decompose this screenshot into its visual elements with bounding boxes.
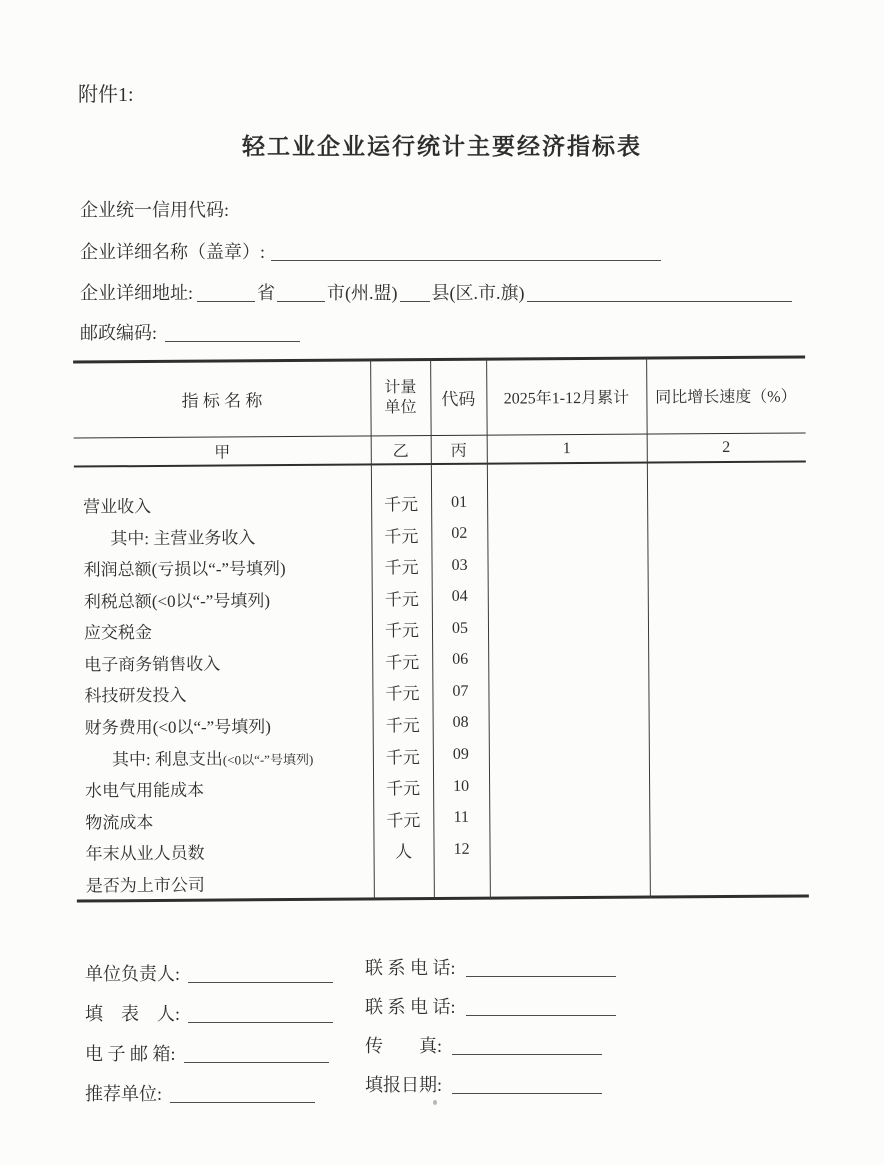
value-cell [487, 501, 647, 502]
scan-speck [433, 1100, 437, 1105]
address-line [80, 279, 792, 305]
form-filler-line [85, 986, 333, 1026]
signature-right-column [365, 941, 616, 1097]
value-cell [488, 564, 648, 565]
fill-date-line [365, 1058, 616, 1097]
value-cell [488, 596, 648, 597]
growth-cell [648, 563, 807, 564]
header-growth: 同比增长速度（%） [655, 388, 797, 407]
province-blank [197, 284, 255, 302]
header-unit: 计量 单位 [384, 378, 417, 416]
header-code: 代码 [441, 389, 476, 409]
fax-line [365, 1019, 616, 1058]
subheader-2: 2 [722, 438, 731, 456]
growth-cell [648, 689, 807, 690]
table-row: 水电气用能成本 千元 10 [76, 768, 808, 805]
postal-code-label: 邮政编码: [80, 323, 158, 343]
county-blank [400, 284, 430, 302]
credit-code-label: 企业统一信用代码: [80, 200, 230, 220]
company-name-label: 企业详细名称（盖章）: [80, 242, 265, 262]
phone-blank-1 [466, 959, 616, 977]
value-cell [488, 691, 648, 692]
recommender-line [85, 1066, 333, 1106]
address-detail-blank [527, 284, 792, 302]
value-cell [488, 659, 648, 660]
address-label: 企业详细地址: [80, 283, 194, 303]
phone-line-2 [365, 980, 616, 1019]
email-blank [184, 1045, 329, 1063]
city-blank [277, 284, 325, 302]
county-label: 县(区.市.旗) [431, 283, 525, 303]
form-filler-blank [188, 1005, 333, 1023]
fax-blank [452, 1037, 602, 1055]
company-name-line [80, 238, 661, 264]
growth-cell [647, 532, 806, 533]
value-cell [489, 785, 649, 786]
value-cell [489, 754, 649, 755]
table-row: 是否为上市公司 [77, 863, 809, 900]
growth-cell [650, 847, 809, 848]
signature-left-column [85, 946, 333, 1106]
unit-head-line [85, 946, 333, 986]
phone-line-1 [365, 941, 616, 980]
table-row: 利税总额(<0以“-”号填列) 千元 04 [75, 579, 807, 616]
document-title: 轻工业企业运行统计主要经济指标表 [242, 134, 642, 159]
table-row: 电子商务销售收入 千元 06 [75, 642, 807, 679]
table-row: 科技研发投入 千元 07 [75, 674, 807, 711]
table-body [74, 462, 809, 899]
email-line [85, 1026, 333, 1066]
growth-cell [648, 595, 807, 596]
value-cell [489, 722, 649, 723]
growth-cell [650, 879, 809, 880]
city-label: 市(州.盟) [327, 283, 398, 303]
phone-blank-2 [466, 998, 616, 1016]
table-row: 其中: 利息支出(<0以“-”号填列) 千元 09 [76, 737, 808, 774]
phone-label-2: 联 系 电 话: [365, 997, 456, 1017]
table-row: 物流成本 千元 11 [76, 800, 808, 837]
fill-date-blank [452, 1076, 602, 1094]
postal-code-blank [165, 324, 300, 342]
indicator-table [73, 355, 809, 902]
growth-cell [649, 752, 808, 753]
table-row: 其中: 主营业务收入 千元 02 [74, 516, 806, 553]
value-cell [489, 817, 649, 818]
subheader-1: 1 [562, 439, 571, 457]
value-cell [490, 848, 650, 849]
growth-cell [648, 658, 807, 659]
form-filler-label: 填 表 人: [85, 1004, 181, 1024]
value-cell [487, 533, 647, 534]
company-name-blank [271, 243, 661, 261]
growth-cell [647, 500, 806, 501]
table-row: 财务费用(<0以“-”号填列) 千元 08 [76, 705, 808, 742]
table-row: 应交税金 千元 05 [75, 611, 807, 648]
subheader-bing: 丙 [450, 442, 467, 460]
growth-cell [648, 626, 807, 627]
header-period: 2025年1-12月累计 [503, 389, 630, 408]
subheader-jia: 甲 [214, 444, 231, 462]
fax-label: 传 真: [365, 1036, 443, 1056]
province-label: 省 [257, 283, 276, 303]
table-row: 营业收入 千元 01 [74, 484, 806, 521]
fill-date-label: 填报日期: [365, 1075, 443, 1095]
recommender-blank [170, 1085, 315, 1103]
growth-cell [649, 816, 808, 817]
value-cell [490, 880, 650, 881]
postal-code-line [80, 319, 300, 345]
unit-head-blank [188, 965, 333, 983]
phone-label-1: 联 系 电 话: [365, 958, 456, 978]
recommender-label: 推荐单位: [85, 1084, 163, 1104]
subheader-yi: 乙 [392, 443, 409, 461]
growth-cell [649, 721, 808, 722]
email-label: 电 子 邮 箱: [85, 1044, 176, 1064]
value-cell [488, 627, 648, 628]
unit-head-label: 单位负责人: [85, 964, 181, 984]
attachment-label: 附件1: [78, 84, 134, 106]
table-row: 利润总额(亏损以“-”号填列) 千元 03 [74, 548, 806, 585]
credit-code-line [80, 196, 229, 222]
header-indicator-name: 指 标 名 称 [181, 391, 263, 411]
table-row: 年末从业人员数 人 12 [76, 831, 808, 868]
growth-cell [649, 784, 808, 785]
